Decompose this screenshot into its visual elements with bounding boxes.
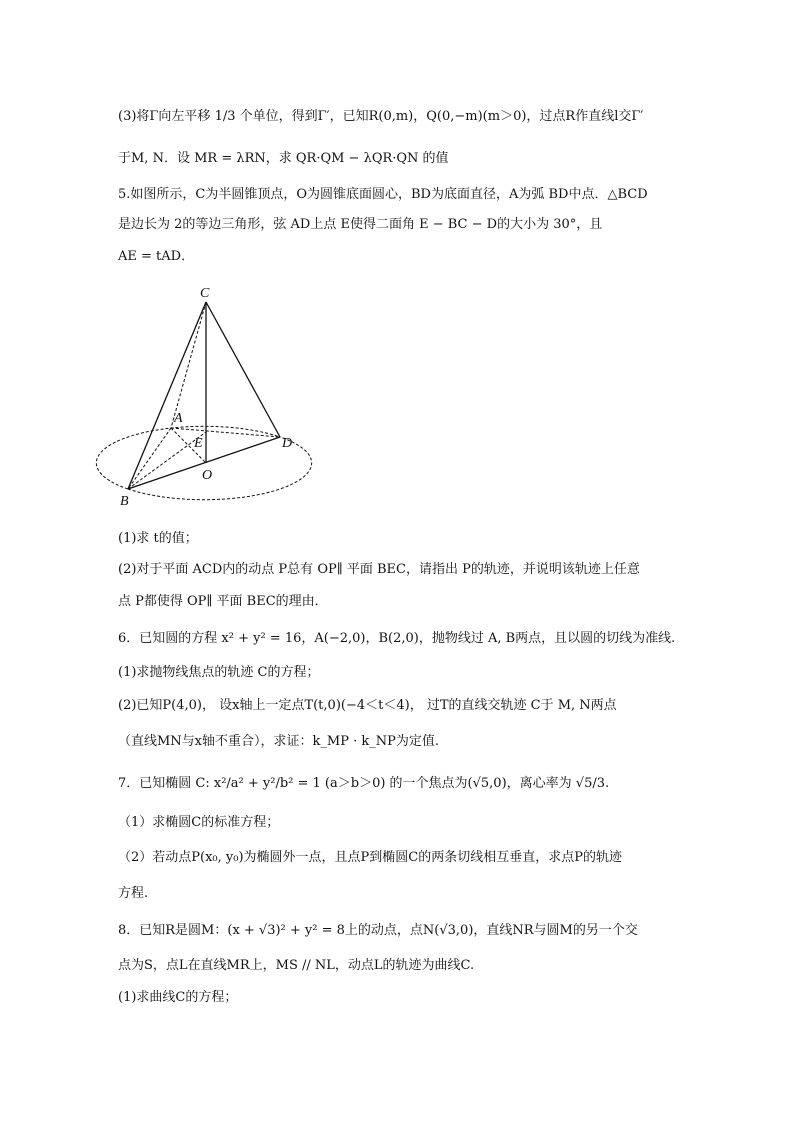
edge-CB bbox=[128, 302, 206, 489]
p8-line2: 点为S，点L在直线MR上，MS // NL，动点L的轨迹为曲线C. bbox=[118, 958, 475, 973]
p6-q2-line2: （直线MN与x轴不重合），求证：k_MP · k_NP为定值. bbox=[118, 734, 439, 749]
p5-line2: 是边长为 2的等边三角形，弦 AD上点 E使得二面角 E − BC − D的大小为 30°，且 bbox=[118, 217, 603, 232]
p5-q1: (1)求 t的值； bbox=[118, 531, 198, 546]
p5-q2-line2: 点 P都使得 OP∥ 平面 BEC的理由． bbox=[118, 594, 328, 609]
label-A: A bbox=[174, 411, 183, 426]
p6-line1: 6．已知圆的方程 x² + y² = 16，A(−2,0)，B(2,0)，抛物线过 A, B两点，且以圆的切线为准线. bbox=[118, 631, 676, 646]
p7-q1: （1）求椭圆C的标准方程； bbox=[118, 815, 280, 830]
p5-line3: AE = tAD． bbox=[118, 249, 195, 264]
half-cone-figure bbox=[108, 282, 308, 512]
p4-part3-line2: 于M, N．设 MR = λRN，求 QR·QM − λQR·QN 的值 bbox=[118, 151, 449, 166]
p6-q2-line1: (2)已知P(4,0)， 设x轴上一定点T(t,0)(−4＜t＜4)， 过T的直线交轨迹 C于 M, N两点 bbox=[118, 698, 617, 713]
label-C: C bbox=[200, 286, 210, 301]
p7-q2-line1: （2）若动点P(x₀, y₀)为椭圆外一点，且点P到椭圆C的两条切线相互垂直，求点P的轨迹 bbox=[118, 850, 622, 865]
edge-AD bbox=[171, 428, 280, 437]
p8-q1: (1)求曲线C的方程； bbox=[118, 990, 238, 1005]
p6-q1: (1)求抛物线焦点的轨迹 C的方程； bbox=[118, 665, 320, 680]
p5-q2-line1: (2)对于平面 ACD内的动点 P总有 OP∥ 平面 BEC，请指出 P的轨迹，并说明该轨迹上任意 bbox=[118, 562, 640, 577]
label-E: E bbox=[194, 436, 203, 451]
p7-line1: 7．已知椭圆 C: x²/a² + y²/b² = 1 (a＞b＞0) 的一个焦点为(√5,0)，离心率为 √5/3. bbox=[118, 776, 610, 791]
label-B: B bbox=[120, 494, 129, 509]
p4-part3-line1: (3)将Γ向左平移 1/3 个单位，得到Γ′，已知R(0,m)，Q(0,−m)(m＞0)，过点R作直线l交Γ′ bbox=[118, 109, 644, 124]
p5-line1: 5.如图所示，C为半圆锥顶点，O为圆锥底面圆心，BD为底面直径，A为弧 BD中点．△BCD bbox=[118, 187, 648, 202]
half-cone-diagram bbox=[108, 282, 308, 512]
p8-line1: 8．已知R是圆M：(x + √3)² + y² = 8上的动点，点N(√3,0)，直线NR与圆M的另一个交 bbox=[118, 923, 638, 938]
p7-q2-line2: 方程. bbox=[118, 886, 149, 901]
edge-CD bbox=[206, 302, 280, 437]
edge-CA bbox=[171, 302, 206, 428]
label-D: D bbox=[282, 436, 293, 451]
base-ellipse-back bbox=[96, 426, 280, 489]
label-O: O bbox=[202, 468, 213, 483]
